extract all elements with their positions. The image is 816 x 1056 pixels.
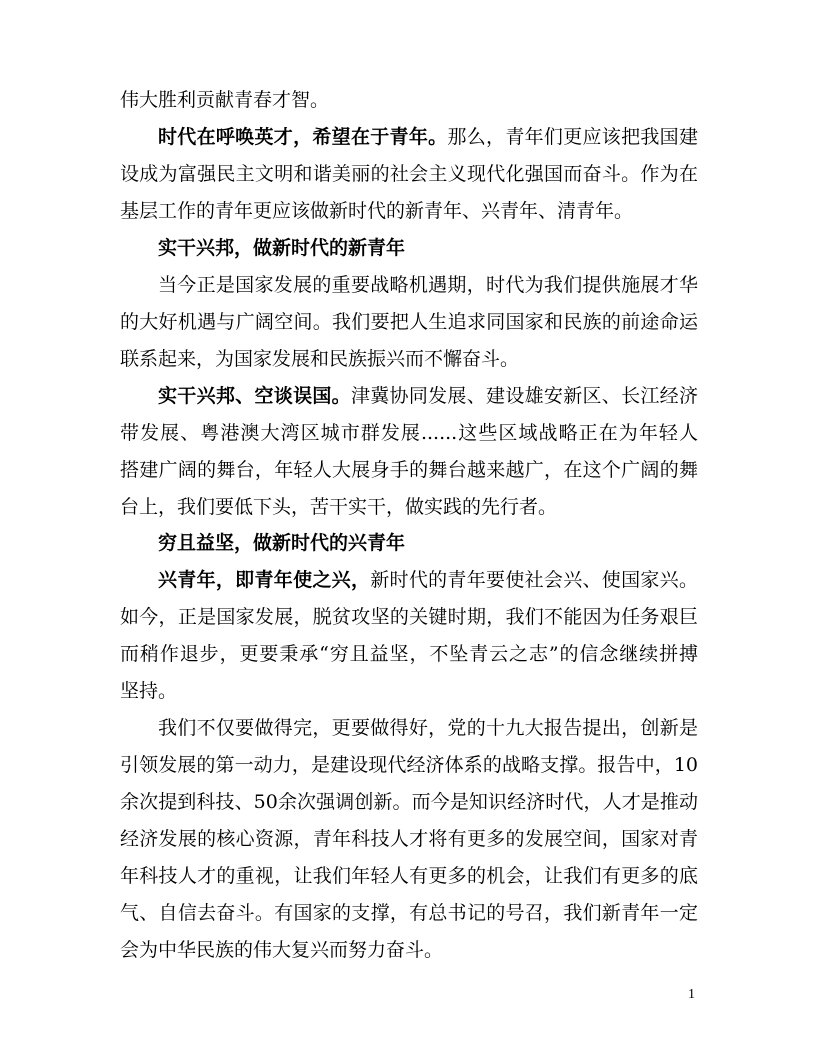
paragraph-line [120,493,557,521]
line-text: 新时代的青年要使社会兴、使国家兴。 [370,569,698,591]
paragraph-line [120,677,177,705]
line-text: 津冀协同发展、建设雄安新区、长江经济 [350,385,698,407]
paragraph-line [158,566,698,594]
paragraph-line [120,456,698,484]
section-heading [158,234,405,262]
lead-bold-text: 兴青年，即青年使之兴， [158,569,371,591]
line-text: 基层工作的青年更应该做新时代的新青年、兴青年、清青年。 [120,200,634,222]
line-text: 气、自信去奋斗。有国家的支撑，有总书记的号召，我们新青年一定 [120,902,698,924]
paragraph-line [120,419,698,447]
paragraph-line [158,382,698,410]
line-text: 如今，正是国家发展，脱贫攻坚的关键时期，我们不能因为任务艰巨 [120,606,698,628]
paragraph-line [120,197,633,225]
line-text: 坚持。 [120,680,178,702]
line-text: 那么，青年们更应该把我国建 [447,126,698,148]
paragraph-line [120,308,698,336]
paragraph-line [120,788,698,816]
paragraph-line [120,936,443,964]
paragraph-line [120,751,698,779]
section-heading [158,529,405,557]
paragraph-line [158,714,698,742]
line-text: 设成为富强民主文明和谐美丽的社会主义现代化强国而奋斗。作为在 [120,163,698,185]
line-text: 余次提到科技、50余次强调创新。而今是知识经济时代，人才是推动 [120,791,698,813]
line-text: 年科技人才的重视，让我们年轻人有更多的机会，让我们有更多的底 [120,865,698,887]
paragraph-line [120,899,698,927]
paragraph-line [120,862,698,890]
heading-text: 实干兴邦，做新时代的新青年 [158,237,406,259]
line-text: 我们不仅要做得完，更要做得好，党的十九大报告提出，创新是 [158,717,698,739]
line-text: 搭建广阔的舞台，年轻人大展身手的舞台越来越广，在这个广阔的舞 [120,459,698,481]
paragraph-line [158,123,698,151]
page-number: 1 [688,987,695,1002]
paragraph-line [120,640,698,668]
line-text: 带发展、粤港澳大湾区城市群发展......这些区域战略正在为年轻人 [120,422,698,444]
line-text: 经济发展的核心资源，青年科技人才将有更多的发展空间，国家对青 [120,828,698,850]
paragraph-line [120,603,698,631]
paragraph-line [120,160,698,188]
paragraph-line [158,271,698,299]
lead-bold-text: 实干兴邦、空谈误国。 [158,385,351,407]
heading-text: 穷且益坚，做新时代的兴青年 [158,532,406,554]
line-text: 的大好机遇与广阔空间。我们要把人生追求同国家和民族的前途命运 [120,311,698,333]
line-text: 而稍作退步，更要秉承“穷且益坚，不坠青云之志”的信念继续拼搏 [120,643,698,665]
paragraph-line [120,86,329,114]
line-text: 伟大胜利贡献青春才智。 [120,89,330,111]
paragraph-line [120,345,519,373]
line-text: 当今正是国家发展的重要战略机遇期，时代为我们提供施展才华 [158,274,698,296]
line-text: 引领发展的第一动力，是建设现代经济体系的战略支撑。报告中，10 [120,754,698,776]
line-text: 联系起来，为国家发展和民族振兴而不懈奋斗。 [120,348,520,370]
line-text: 会为中华民族的伟大复兴而努力奋斗。 [120,939,444,961]
line-text: 台上，我们要低下头，苦干实干，做实践的先行者。 [120,496,558,518]
paragraph-line [120,825,698,853]
lead-bold-text: 时代在呼唤英才，希望在于青年。 [158,126,448,148]
